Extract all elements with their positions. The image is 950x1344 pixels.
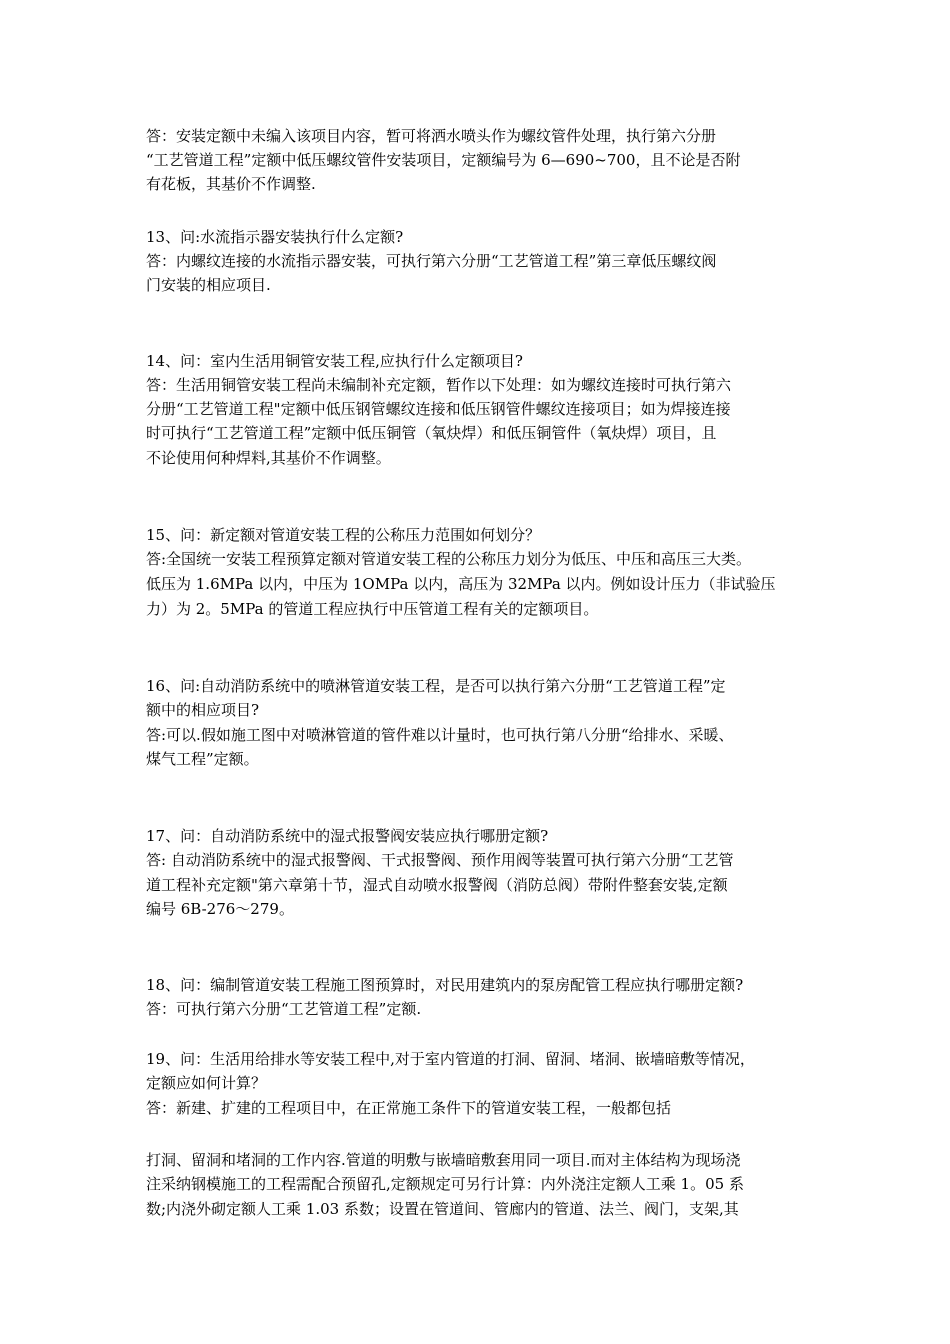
text-line: 答：新建、扩建的工程项目中，在正常施工条件下的管道安装工程，一般都包括 bbox=[146, 1099, 672, 1117]
text-line: 时可执行“工艺管道工程”定额中低压铜管（氧炔焊）和低压铜管件（氧炔焊）项目，且 bbox=[146, 424, 717, 442]
text-line: 答：生活用铜管安装工程尚未编制补充定额，暂作以下处理：如为螺纹连接时可执行第六 bbox=[146, 376, 732, 394]
text-line: 低压为 1.6MPa 以内，中压为 1OMPa 以内，高压为 32MPa 以内。例如设计压力（非试验压 bbox=[146, 575, 776, 593]
text-line: “工艺管道工程”定额中低压螺纹管件安装项目，定额编号为 6—690~700，且不论是否附 bbox=[146, 151, 741, 169]
text-line: 额中的相应项目? bbox=[146, 701, 260, 719]
question-19: 19、问：生活用给排水等安装工程中,对于室内管道的打洞、留洞、堵洞、嵌墙暗敷等情况， bbox=[146, 1050, 755, 1068]
text-line: 注采纳钢模施工的工程需配合预留孔,定额规定可另行计算：内外浇注定额人工乘 1。05 系 bbox=[146, 1175, 744, 1193]
text-line: 分册“工艺管道工程"定额中低压钢管螺纹连接和低压钢管件螺纹连接项目；如为焊接连接 bbox=[146, 400, 731, 418]
text-line: 不论使用何种焊料,其基价不作调整。 bbox=[146, 449, 391, 467]
text-line: 力）为 2。5MPa 的管道工程应执行中压管道工程有关的定额项目。 bbox=[146, 600, 599, 618]
text-line: 答:全国统一安装工程预算定额对管道安装工程的公称压力划分为低压、中压和高压三大类。 bbox=[146, 550, 752, 568]
text-line: 答：可执行第六分册“工艺管道工程”定额. bbox=[146, 1000, 422, 1018]
text-line: 答: 自动消防系统中的湿式报警阀、干式报警阀、预作用阀等装置可执行第六分册“工艺管 bbox=[146, 851, 734, 869]
text-line: 答：内螺纹连接的水流指示器安装，可执行第六分册“工艺管道工程”第三章低压螺纹阀 bbox=[146, 252, 717, 270]
text-line: 打洞、留洞和堵洞的工作内容.管道的明敷与嵌墙暗敷套用同一项目.而对主体结构为现场浇 bbox=[146, 1151, 741, 1169]
question-13: 13、问:水流指示器安装执行什么定额? bbox=[146, 228, 404, 246]
text-line: 答：安装定额中未编入该项目内容，暂可将洒水喷头作为螺纹管件处理，执行第六分册 bbox=[146, 127, 717, 145]
text-line: 答:可以.假如施工图中对喷淋管道的管件难以计量时，也可执行第八分册“给排水、采暖、 bbox=[146, 726, 734, 744]
question-18: 18、问：编制管道安装工程施工图预算时，对民用建筑内的泵房配管工程应执行哪册定额? bbox=[146, 976, 744, 994]
question-15: 15、问：新定额对管道安装工程的公称压力范围如何划分？ bbox=[146, 526, 541, 544]
text-line: 门安装的相应项目. bbox=[146, 276, 271, 294]
text-line: 煤气工程”定额。 bbox=[146, 750, 259, 768]
question-17: 17、问：自动消防系统中的湿式报警阀安装应执行哪册定额? bbox=[146, 827, 549, 845]
question-16: 16、问:自动消防系统中的喷淋管道安装工程，是否可以执行第六分册“工艺管道工程”定 bbox=[146, 677, 726, 695]
text-line: 数;内浇外砌定额人工乘 1.03 系数；设置在管道间、管廊内的管道、法兰、阀门，支架,其 bbox=[146, 1200, 739, 1218]
text-line: 有花板，其基价不作调整. bbox=[146, 175, 316, 193]
question-14: 14、问：室内生活用铜管安装工程,应执行什么定额项目? bbox=[146, 352, 523, 370]
text-line: 定额应如何计算？ bbox=[146, 1074, 267, 1092]
text-line: 道工程补充定额"第六章第十节，湿式自动喷水报警阀（消防总阀）带附件整套安装,定额 bbox=[146, 876, 728, 894]
text-line: 编号 6B-276～279。 bbox=[146, 900, 294, 918]
